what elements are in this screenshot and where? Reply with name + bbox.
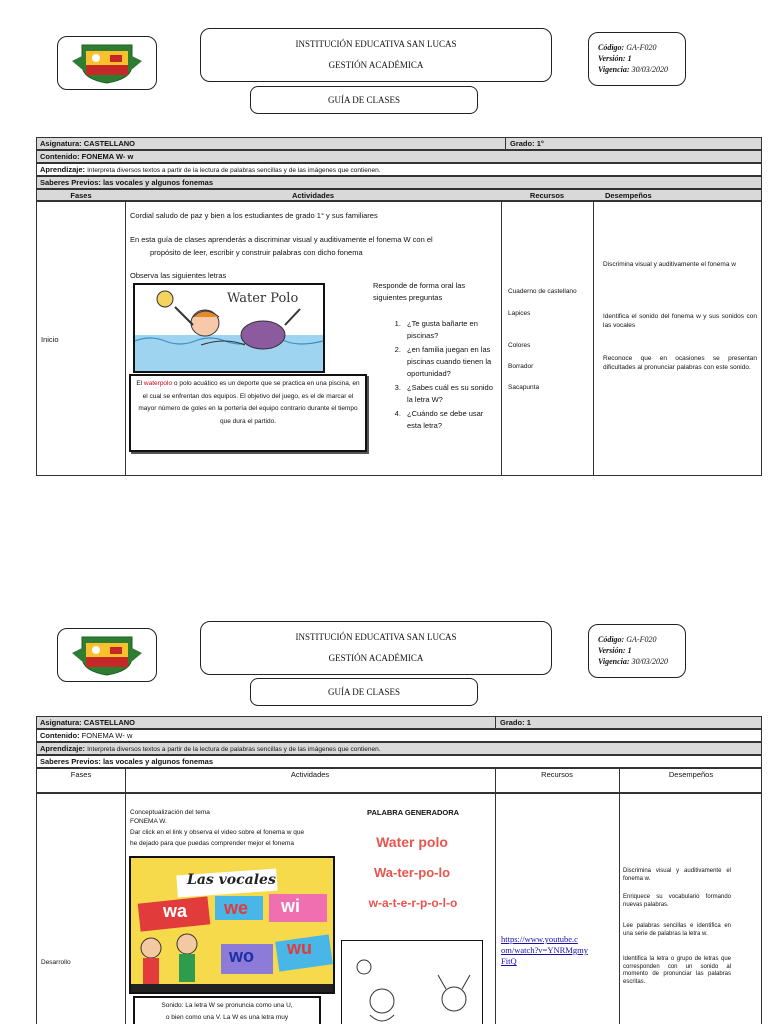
sound-caption	[133, 996, 321, 1024]
code-label-2: Código:	[598, 635, 625, 644]
guide-title-2: GUÍA DE CLASES	[250, 678, 478, 706]
learning-row-2	[36, 742, 762, 755]
vocales-video-thumbnail[interactable]	[129, 856, 335, 994]
grade-label-2: Grado:	[500, 718, 525, 727]
prior-row	[36, 176, 762, 189]
concept-title: Conceptualización del tema	[130, 809, 210, 816]
grade-value: 1°	[536, 139, 544, 148]
code-label: Código:	[598, 43, 625, 52]
prior-label: Saberes Previos:	[40, 178, 101, 187]
generator-word-2: Wa-ter-po-lo	[373, 865, 451, 880]
grade-cell-2	[495, 717, 531, 728]
version-label: Versión:	[598, 54, 626, 63]
resource-2: Lapices	[508, 310, 531, 317]
version-value: 1	[627, 54, 632, 63]
code-value: GA-F020	[626, 43, 657, 52]
caption-keyword: waterpolo	[143, 380, 173, 387]
content-value: FONEMA W- w	[81, 152, 134, 161]
content-row-2	[36, 729, 762, 742]
school-logo-2	[57, 628, 157, 682]
question-1: 1. ¿Te gusta bañarte en piscinas?	[403, 318, 497, 342]
col-activities-2: Actividades	[290, 770, 330, 779]
content-value-2: FONEMA W- w	[81, 731, 133, 740]
sound-line-2: o bien como una V. La W es una letra muy	[165, 1014, 289, 1021]
col-resources-2: Recursos	[541, 770, 573, 779]
shield-icon	[72, 633, 142, 677]
water-polo-caption	[129, 374, 367, 452]
concept-topic: FONEMA W.	[130, 818, 167, 825]
question-4: 4. ¿Cuándo se debe usar esta letra?	[403, 408, 497, 432]
col-phases-2: Fases	[70, 770, 92, 779]
syllable-wi: wi	[281, 896, 301, 916]
sound-line-1: Sonido: La letra W se pronuncia como una U,	[161, 1002, 293, 1009]
department-name: GESTIÓN ACADÉMICA	[328, 60, 424, 70]
version-label-2: Versión:	[598, 646, 626, 655]
questions-list	[389, 318, 497, 434]
grade-cell	[505, 138, 544, 149]
document-meta	[588, 32, 686, 86]
grade-label: Grado:	[510, 139, 535, 148]
school-logo	[57, 36, 157, 90]
performance-2-2: Enriquece su vocabulario formando nuevas palabras.	[623, 894, 731, 908]
water-polo-image	[133, 283, 325, 373]
institution-box	[200, 28, 552, 82]
resource-5: Sacapunta	[508, 384, 540, 391]
code-value-2: GA-F020	[626, 635, 657, 644]
video-title: Las vocales	[187, 872, 276, 888]
learning-label-2: Aprendizaje:	[40, 744, 86, 753]
subject-value: CASTELLANO	[83, 139, 136, 148]
learning-value-2: Interpreta diversos textos a partir de la lectura de palabras sencillas y de las imágenes que contienen.	[87, 746, 381, 753]
question-3: 3. ¿Sabes cuál es su sonido la letra W?	[403, 382, 497, 406]
validity-label-2: Vigencia:	[598, 657, 630, 666]
generator-word-1: Water polo	[376, 834, 448, 850]
performance-2: Identifica el sonido del fonema w y sus sonidos con las vocales	[603, 313, 757, 329]
shield-icon	[72, 41, 142, 85]
content-label: Contenido:	[40, 152, 80, 161]
institution-box-2	[200, 621, 552, 675]
greeting-text: Cordial saludo de paz y bien a los estudiantes de grado 1° y sus familiares	[130, 211, 378, 220]
col-performance: Desempeños	[605, 191, 652, 200]
subject-row-2	[36, 716, 762, 729]
activity-table-body-2	[36, 793, 762, 1024]
image-title: Water Polo	[227, 291, 299, 306]
caption-body: o polo acuático es un deporte que se practica en una piscina, en el cual se enfrentan dos equipos. El objetivo del juego, es el de marcar el mayor número de goles en la portería del equipo contrario durante el tiempo que dura el partido.	[138, 380, 360, 425]
generator-word-3: w-a-t-e-r-p-o-l-o	[368, 896, 458, 910]
col-activities: Actividades	[291, 191, 335, 200]
resource-1: Cuaderno de castellano	[508, 288, 577, 295]
resource-3: Colores	[508, 342, 531, 349]
learning-value: Interpreta diversos textos a partir de la lectura de palabras sencillas y de las imágenes que contienen.	[87, 167, 381, 174]
institution-name: INSTITUCIÓN EDUCATIVA SAN LUCAS	[295, 39, 457, 49]
validity-value-2: 30/03/2020	[631, 657, 669, 666]
resource-4: Borrador	[508, 363, 534, 370]
activity-table-body	[36, 201, 762, 476]
subject-row	[36, 137, 762, 150]
prior-value: las vocales y algunos fonemas	[102, 178, 214, 187]
col-resources: Recursos	[529, 191, 565, 200]
performance-3: Reconoce que en ocasiones se presentan dificultades al pronunciar palabras con este sonido.	[603, 355, 757, 371]
video-link[interactable]	[501, 934, 617, 967]
institution-name-2: INSTITUCIÓN EDUCATIVA SAN LUCAS	[295, 632, 457, 642]
question-2: 2. ¿en familia juegan en las piscinas cuando tienen la oportunidad?	[403, 344, 497, 380]
intro-line-2: propósito de leer, escribir y construir palabras con dicho fonema	[150, 248, 363, 257]
phase-label-2: Desarrollo	[41, 959, 71, 966]
guide-title: GUÍA DE CLASES	[250, 86, 478, 114]
prior-label-2: Saberes Previos:	[40, 757, 101, 766]
prior-row-2	[36, 755, 762, 768]
col-performance-2: Desempeños	[668, 770, 714, 779]
water-polo-coloring-image	[341, 940, 483, 1024]
performance-2-1: Discrimina visual y auditivamente el fonema w.	[623, 868, 731, 882]
performance-2-3: Lee palabras sencillas e identifica en una serie de palabras la letra w.	[623, 923, 731, 937]
performance-1: Discrimina visual y auditivamente el fonema w	[603, 261, 736, 268]
validity-value: 30/03/2020	[631, 65, 669, 74]
content-row	[36, 150, 762, 163]
caption-prefix: El	[136, 380, 144, 387]
observe-text: Observa las siguientes letras	[130, 271, 227, 280]
questions-intro: Responde de forma oral las siguientes preguntas	[373, 281, 466, 302]
grade-value-2: 1	[526, 718, 531, 727]
link-line-2: om/watch?v=YNRMgmy	[501, 945, 588, 955]
columns-header-2	[36, 768, 762, 793]
coloring-illustration	[342, 941, 482, 1024]
col-phases: Fases	[70, 191, 92, 200]
syllable-wu: wu	[287, 938, 312, 958]
concept-line-1: Dar click en el link y observa el video sobre el fonema w que	[130, 829, 305, 836]
syllable-wa: wa	[163, 901, 188, 921]
link-line-3: FitQ	[501, 956, 517, 966]
performance-2-4: Identifica la letra o grupo de letras que corresponden con un sonido al momento de pronunciar las palabras escritas.	[623, 956, 731, 985]
subject-label-2: Asignatura:	[40, 718, 82, 727]
version-value-2: 1	[627, 646, 632, 655]
department-name-2: GESTIÓN ACADÉMICA	[328, 653, 424, 663]
syllable-wo: wo	[229, 946, 254, 966]
syllable-we: we	[224, 898, 249, 918]
columns-header	[36, 189, 762, 201]
validity-label: Vigencia:	[598, 65, 630, 74]
intro-line-1: En esta guía de clases aprenderás a discriminar visual y auditivamente el fonema W con el	[130, 235, 433, 244]
concept-line-2: he dejado para que puedas comprender mejor el fonema	[130, 840, 295, 847]
content-label-2: Contenido:	[40, 731, 80, 740]
prior-value-2: las vocales y algunos fonemas	[102, 757, 214, 766]
learning-label: Aprendizaje:	[40, 165, 86, 174]
subject-value-2: CASTELLANO	[83, 718, 136, 727]
document-meta-2	[588, 624, 686, 678]
phase-label: Inicio	[41, 335, 59, 344]
link-line-1: https://www.youtube.c	[501, 934, 578, 944]
subject-label: Asignatura:	[40, 139, 82, 148]
generator-title: PALABRA GENERADORA	[367, 808, 460, 817]
learning-row	[36, 163, 762, 176]
